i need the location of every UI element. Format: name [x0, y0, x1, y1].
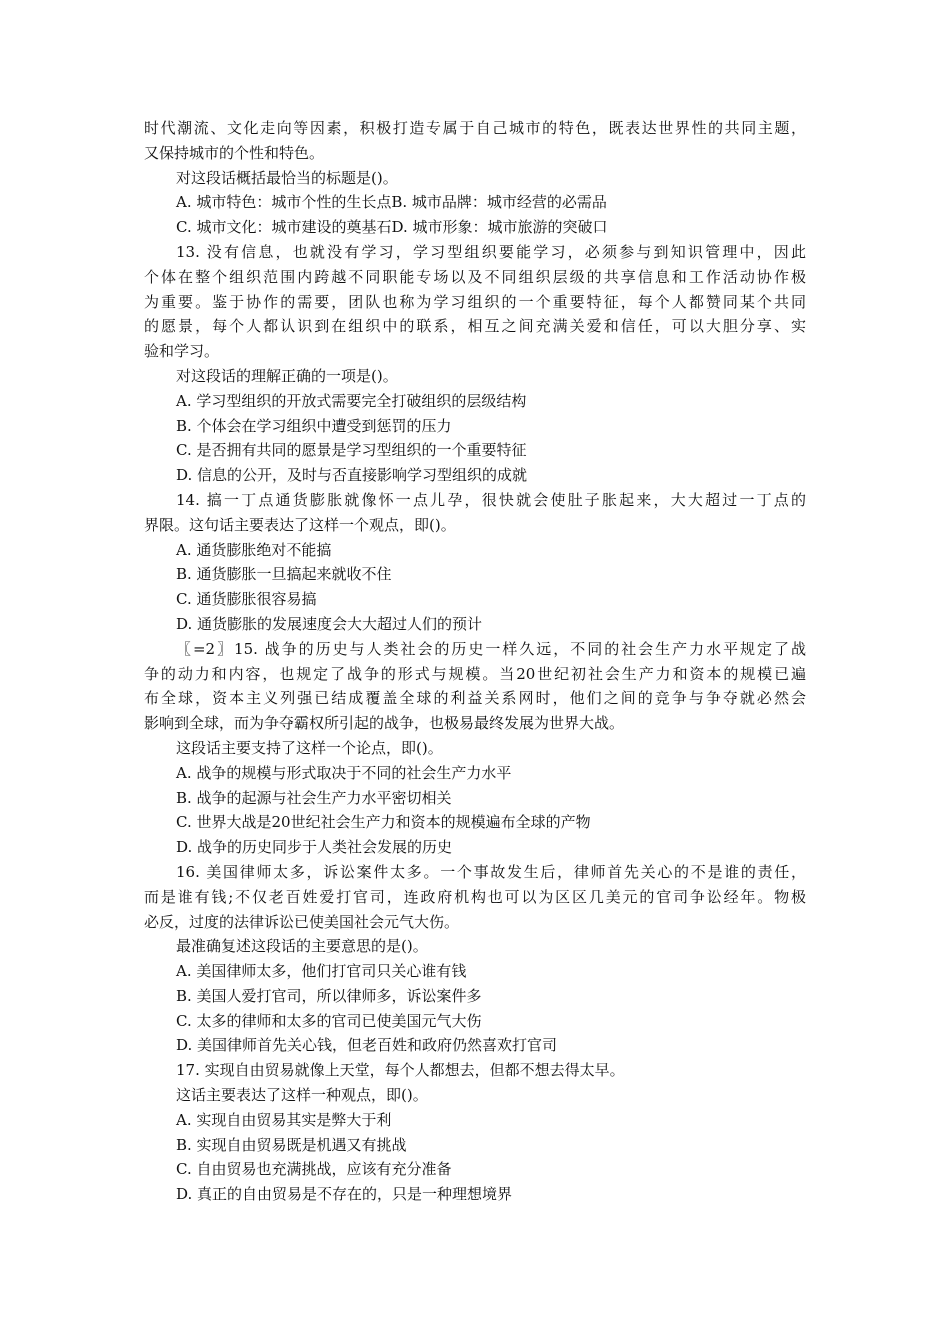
paragraph-line: 争的动力和内容，也规定了战争的形式与规模。当20世纪初社会生产力和资本的规模已遍: [144, 664, 806, 683]
answer-option: B. 战争的起源与社会生产力水平密切相关: [176, 788, 452, 807]
question-prompt: 这话主要表达了这样一种观点，即()。: [176, 1086, 428, 1105]
paragraph-line: 的愿景，每个人都认识到在组织中的联系，相互之间充满关爱和信任，可以大胆分享、实: [144, 317, 806, 336]
paragraph-line: 而是谁有钱;不仅老百姓爱打官司，连政府机构也可以为区区几美元的官司争讼经年。物极: [144, 887, 806, 906]
question-17-line: 17. 实现自由贸易就像上天堂，每个人都想去，但都不想去得太早。: [176, 1061, 625, 1080]
answer-option: A. 实现自由贸易其实是弊大于利: [176, 1110, 392, 1129]
answer-option: B. 个体会在学习组织中遭受到惩罚的压力: [176, 416, 452, 435]
answer-option: D. 战争的历史同步于人类社会发展的历史: [176, 838, 453, 857]
question-14-line: 14. 搞一丁点通货膨胀就像怀一点儿孕，很快就会使肚子胀起来，大大超过一丁点的: [176, 490, 806, 509]
question-16-line: 16. 美国律师太多，诉讼案件太多。一个事故发生后，律师首先关心的不是谁的责任，: [176, 862, 806, 881]
answer-option: C. 太多的律师和太多的官司已使美国元气大伤: [176, 1011, 482, 1030]
answer-option: A. 通货膨胀绝对不能搞: [176, 540, 332, 559]
answer-option: A. 战争的规模与形式取决于不同的社会生产力水平: [176, 763, 512, 782]
answer-option: C. 是否拥有共同的愿景是学习型组织的一个重要特征: [176, 441, 527, 460]
answer-option: A. 城市特色：城市个性的生长点B. 城市品牌：城市经营的必需品: [176, 193, 607, 212]
answer-option: A. 美国律师太多，他们打官司只关心谁有钱: [176, 962, 467, 981]
paragraph-line: 时代潮流、文化走向等因素，积极打造专属于自己城市的特色，既表达世界性的共同主题，: [144, 119, 806, 137]
paragraph-line: 为重要。鉴于协作的需要，团队也称为学习组织的一个重要特征，每个人都赞同某个共同: [144, 292, 806, 311]
paragraph-line: 必反，过度的法律诉讼已使美国社会元气大伤。: [144, 912, 460, 931]
answer-option: C. 城市文化：城市建设的奠基石D. 城市形象：城市旅游的突破口: [176, 218, 608, 237]
question-prompt: 这段话主要支持了这样一个论点，即()。: [176, 738, 443, 757]
answer-option: C. 世界大战是20世纪社会生产力和资本的规模遍布全球的产物: [176, 813, 591, 832]
paragraph-line: 布全球，资本主义列强已结成覆盖全球的利益关系网时，他们之间的竞争与争夺就必然会: [144, 689, 806, 708]
answer-option: A. 学习型组织的开放式需要完全打破组织的层级结构: [176, 391, 527, 410]
paragraph-line: 影响到全球，而为争夺霸权所引起的战争，也极易最终发展为世界大战。: [144, 714, 625, 733]
answer-option: C. 通货膨胀很容易搞: [176, 590, 317, 609]
paragraph-line: 又保持城市的个性和特色。: [144, 143, 325, 162]
question-15-line: 〖=2〗15. 战争的历史与人类社会的历史一样久远，不同的社会生产力水平规定了战: [176, 639, 806, 658]
answer-option: D. 信息的公开，及时与否直接影响学习型组织的成就: [176, 466, 528, 485]
question-13-line: 13. 没有信息，也就没有学习，学习型组织要能学习，必须参与到知识管理中，因此: [176, 242, 806, 261]
paragraph-line: 界限。这句话主要表达了这样一个观点，即()。: [144, 515, 456, 534]
document-body: [0, 116, 950, 1207]
answer-option: D. 真正的自由贸易是不存在的，只是一种理想境界: [176, 1185, 513, 1204]
answer-option: C. 自由贸易也充满挑战，应该有充分准备: [176, 1160, 452, 1179]
paragraph-line: 个体在整个组织范围内跨越不同职能专场以及不同组织层级的共享信息和工作活动协作极: [144, 267, 806, 286]
question-prompt: 最准确复述这段话的主要意思的是()。: [176, 937, 428, 956]
paragraph-line: 验和学习。: [144, 342, 220, 361]
question-prompt: 对这段话的理解正确的一项是()。: [176, 366, 398, 385]
answer-option: D. 美国律师首先关心钱，但老百姓和政府仍然喜欢打官司: [176, 1036, 558, 1055]
answer-option: D. 通货膨胀的发展速度会大大超过人们的预计: [176, 614, 483, 633]
answer-option: B. 通货膨胀一旦搞起来就收不住: [176, 565, 392, 584]
question-prompt: 对这段话概括最恰当的标题是()。: [176, 168, 398, 187]
answer-option: B. 实现自由贸易既是机遇又有挑战: [176, 1135, 407, 1154]
answer-option: B. 美国人爱打官司，所以律师多，诉讼案件多: [176, 986, 482, 1005]
